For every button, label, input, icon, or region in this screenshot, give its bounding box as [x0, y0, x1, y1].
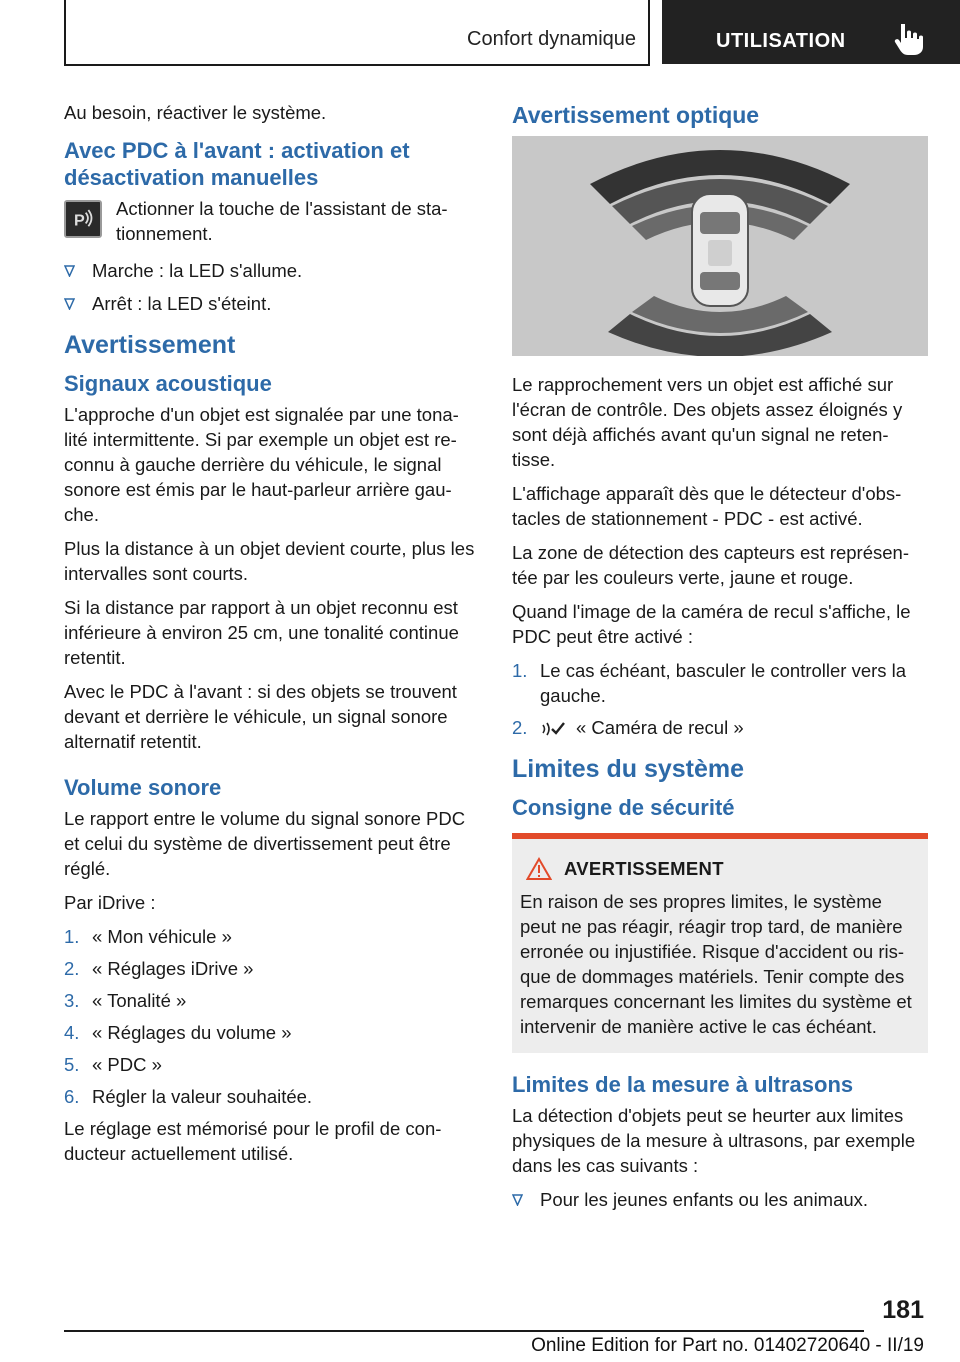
step-text: « Mon véhicule » [92, 926, 232, 947]
header-left-line [64, 0, 66, 66]
step-text: « Réglages iDrive » [92, 958, 254, 979]
header-rule [64, 64, 650, 66]
assistant-button-text: Actionner la touche de l'assistant de sta-tionnement. [116, 198, 448, 244]
step-text: Le cas échéant, basculer le controller vers la gauche. [540, 660, 907, 706]
pdc-figure-svg [512, 136, 928, 356]
optical-paragraph-2: L'affichage apparaît dès que le détecteur d'obs-tacles de stationnement - PDC - est activé. [512, 483, 902, 529]
step-number: 2. [64, 958, 80, 979]
idrive-steps [64, 924, 478, 1109]
list-item [64, 291, 478, 316]
step-item [64, 1052, 478, 1077]
heading-limits: Limites du système [512, 755, 745, 783]
list-item [64, 258, 478, 283]
step-item [512, 658, 928, 708]
footer-rule [64, 1330, 864, 1332]
list-item [512, 1187, 928, 1212]
right-column [512, 100, 928, 1220]
camera-steps [512, 658, 928, 740]
step-item [64, 988, 478, 1013]
warning-title-row [520, 857, 920, 881]
pdc-car-top-view-illustration [512, 136, 928, 356]
header-separator [648, 0, 650, 66]
section-title: Confort dynamique [467, 28, 636, 50]
ultrasonic-list [512, 1187, 928, 1212]
assistant-button-row [64, 196, 478, 248]
ultrasonic-paragraph-1: La détection d'objets peut se heurter aux limites physiques de la mesure à ultrasons, par exemple dans les cas suivants : [512, 1105, 916, 1176]
parking-assistant-button-icon[interactable] [64, 200, 102, 238]
toggle-list [64, 258, 478, 316]
heading-ultrasonic: Limites de la mesure à ultrasons [512, 1072, 854, 1097]
step-text: « Réglages du volume » [92, 1022, 292, 1043]
list-item-text: Pour les jeunes enfants ou les animaux. [540, 1189, 869, 1210]
acoustic-paragraph-2: Plus la distance à un objet devient courte, plus les intervalles sont courts. [64, 538, 475, 584]
acoustic-paragraph-3: Si la distance par rapport à un objet reconnu est inférieure à environ 25 cm, une tonalité continue retentit. [64, 597, 459, 668]
step-number: 3. [64, 990, 80, 1011]
chapter-title: UTILISATION [716, 30, 846, 52]
chapter-tab[interactable] [662, 0, 960, 64]
volume-paragraph-3: Le réglage est mémorisé pour le profil de con-ducteur actuellement utilisé. [64, 1118, 442, 1164]
volume-paragraph-1: Le rapport entre le volume du signal sonore PDC et celui du système de divertissement peut être réglé. [64, 808, 466, 879]
step-number: 1. [64, 926, 80, 947]
triangle-bullet-icon [64, 265, 75, 277]
optical-paragraph-4: Quand l'image de la caméra de recul s'affiche, le PDC peut être activé : [512, 601, 911, 647]
step-item [64, 956, 478, 981]
step-number: 6. [64, 1086, 80, 1107]
list-item-text: Arrêt : la LED s'éteint. [92, 293, 272, 314]
step-text: Régler la valeur souhaitée. [92, 1086, 313, 1107]
heading-optical: Avertissement optique [512, 102, 760, 128]
intro-text: Au besoin, réactiver le système. [64, 102, 327, 123]
step-item [64, 1020, 478, 1045]
warning-triangle-icon [526, 857, 552, 881]
step-number: 1. [512, 660, 528, 681]
warning-title: AVERTISSEMENT [564, 858, 724, 879]
acoustic-paragraph-4: Avec le PDC à l'avant : si des objets se trouvent devant et derrière le véhicule, un signal sonore alternatif retentit. [64, 681, 457, 752]
acoustic-paragraph-1: L'approche d'un objet est signalée par une tona-lité intermittente. Si par exemple un objet est re-connu à gauche derrière du véhicule, le signal sonore est émis par le haut-parleur arrière gau-che. [64, 404, 459, 525]
step-item [64, 1084, 478, 1109]
step-number: 5. [64, 1054, 80, 1075]
triangle-bullet-icon [64, 298, 75, 310]
heading-volume: Volume sonore [64, 775, 222, 800]
heading-safety: Consigne de sécurité [512, 795, 735, 820]
heading-pdc-front: Avec PDC à l'avant : activation et désactivation manuelles [64, 138, 410, 190]
step-number: 4. [64, 1022, 80, 1043]
left-column [64, 100, 478, 1175]
step-item [64, 924, 478, 949]
edition-text: Online Edition for Part no. 01402720640 - II/19 [531, 1335, 924, 1356]
triangle-bullet-icon [512, 1194, 523, 1206]
list-item-text: Marche : la LED s'allume. [92, 260, 303, 281]
step-item [512, 715, 928, 740]
parking-sensor-icon [540, 719, 568, 739]
warning-text: En raison de ses propres limites, le système peut ne pas réagir, réagir trop tard, de manière erronée ou injustifiée. Risque d'accident ou ris-que de dommages matériels. Tenir compte des remarques concernant les limites du système et intervenir de manière active le cas échéant. [520, 891, 912, 1037]
step-text: « Caméra de recul » [576, 717, 744, 738]
optical-paragraph-1: Le rapprochement vers un objet est affiché sur l'écran de contrôle. Des objets assez éloignés y sont déjà affichés avant qu'un signal ne reten-tisse. [512, 374, 903, 470]
heading-acoustic: Signaux acoustique [64, 371, 272, 396]
volume-paragraph-2: Par iDrive : [64, 892, 156, 913]
warning-box [512, 833, 928, 1053]
heading-warning: Avertissement [64, 331, 236, 359]
hand-pointer-icon [890, 20, 928, 58]
page-number: 181 [882, 1296, 924, 1324]
step-text: « PDC » [92, 1054, 162, 1075]
step-text: « Tonalité » [92, 990, 187, 1011]
optical-paragraph-3: La zone de détection des capteurs est représen-tée par les couleurs verte, jaune et rouge. [512, 542, 909, 588]
svg-text:P: P [74, 211, 85, 230]
step-number: 2. [512, 717, 528, 738]
